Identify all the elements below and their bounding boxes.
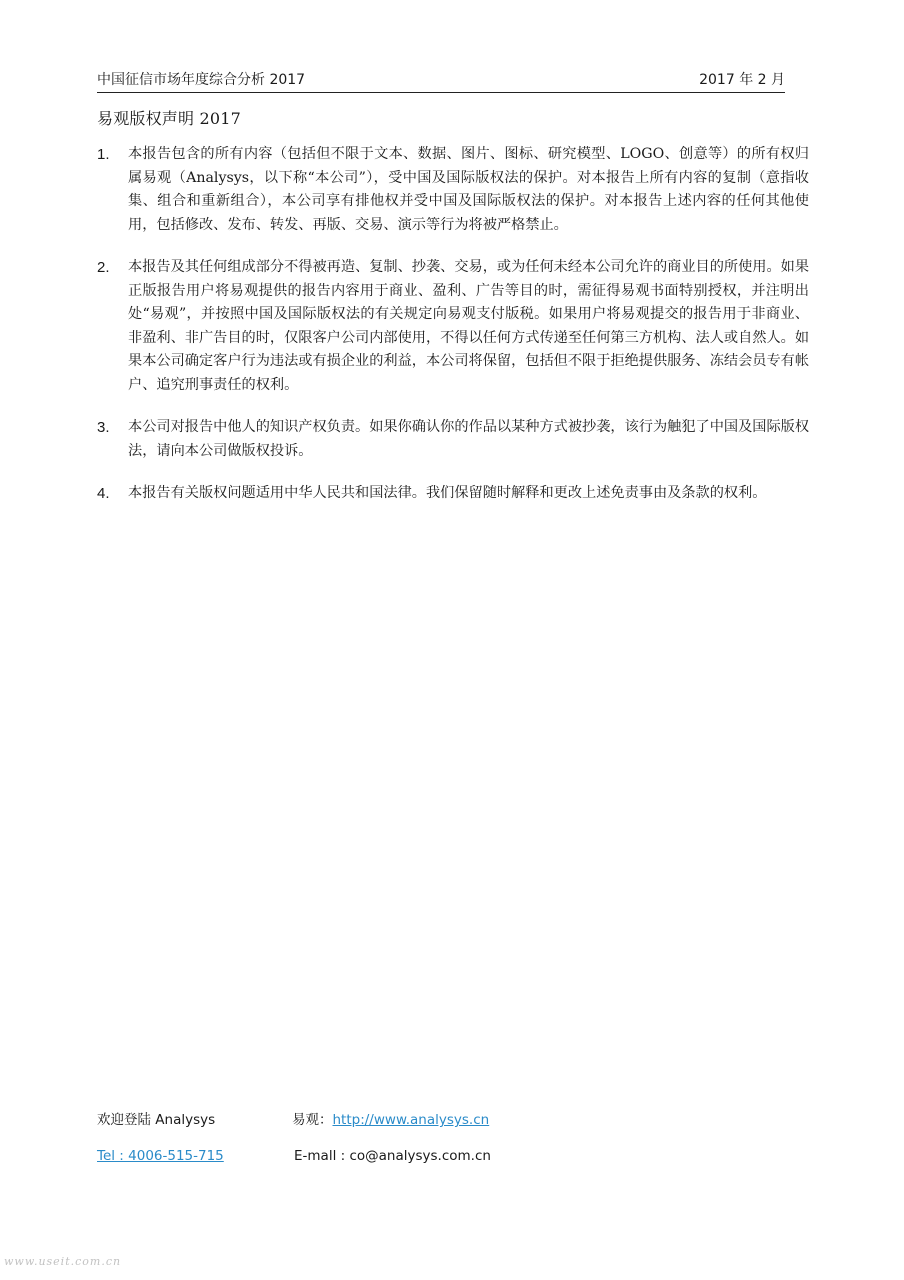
- list-item-number: 4.: [97, 485, 110, 502]
- list-item: [97, 416, 809, 463]
- header-date: 2017 年 2 月: [699, 72, 785, 88]
- list-item: [97, 256, 809, 397]
- footer-site-link[interactable]: http://www.analysys.cn: [332, 1112, 490, 1128]
- footer-site-label: 易观：: [292, 1112, 333, 1128]
- copyright-clauses-list: [97, 143, 809, 525]
- list-item-text: 本报告包含的所有内容（包括但不限于文本、数据、图片、图标、研究模型、LOGO、创意等）的所有权归属易观（Analysys，以下称“本公司”），受中国及国际版权法的保护。对本报告上所有内容的复制（意指收集、组合和重新组合），本公司享有排他权并受中国及国际版权法的保护。对本报告上述内容的任何其他使用，包括修改、发布、转发、再版、交易、演示等行为将被严格禁止。: [128, 146, 809, 233]
- list-item-number: 2.: [97, 259, 110, 276]
- watermark: www.useit.com.cn: [4, 1255, 122, 1268]
- header-report-title: 中国征信市场年度综合分析 2017: [97, 72, 306, 88]
- page-header: [97, 66, 785, 93]
- footer-email: E-mall : co@analysys.com.cn: [294, 1148, 491, 1164]
- list-item-text: 本报告及其任何组成部分不得被再造、复制、抄袭、交易，或为任何未经本公司允许的商业目的所使用。如果正版报告用户将易观提供的报告内容用于商业、盈利、广告等目的时，需征得易观书面特别授权，并注明出处“易观”，并按照中国及国际版权法的有关规定向易观支付版税。如果用户将易观提交的报告用于非商业、非盈利、非广告目的时，仅限客户公司内部使用，不得以任何方式传递至任何第三方机构、法人或自然人。如果本公司确定客户行为违法或有损企业的利益，本公司将保留，包括但不限于拒绝提供服务、冻结会员专有帐户、追究刑事责任的权利。: [128, 259, 810, 393]
- list-item-text: 本公司对报告中他人的知识产权负责。如果你确认你的作品以某种方式被抄袭，该行为触犯了中国及国际版权法，请向本公司做版权投诉。: [128, 419, 810, 459]
- footer-tel-link[interactable]: Tel : 4006-515-715: [97, 1148, 224, 1164]
- footer-site: [292, 1108, 489, 1128]
- list-item-text: 本报告有关版权问题适用中华人民共和国法律。我们保留随时解释和更改上述免责事由及条款的权利。: [128, 485, 767, 501]
- list-item: [97, 143, 809, 237]
- page-title: 易观版权声明 2017: [97, 109, 242, 128]
- list-item-number: 3.: [97, 419, 110, 436]
- list-item: [97, 482, 809, 506]
- footer-welcome: 欢迎登陆 Analysys: [97, 1112, 216, 1128]
- list-item-number: 1.: [97, 146, 110, 163]
